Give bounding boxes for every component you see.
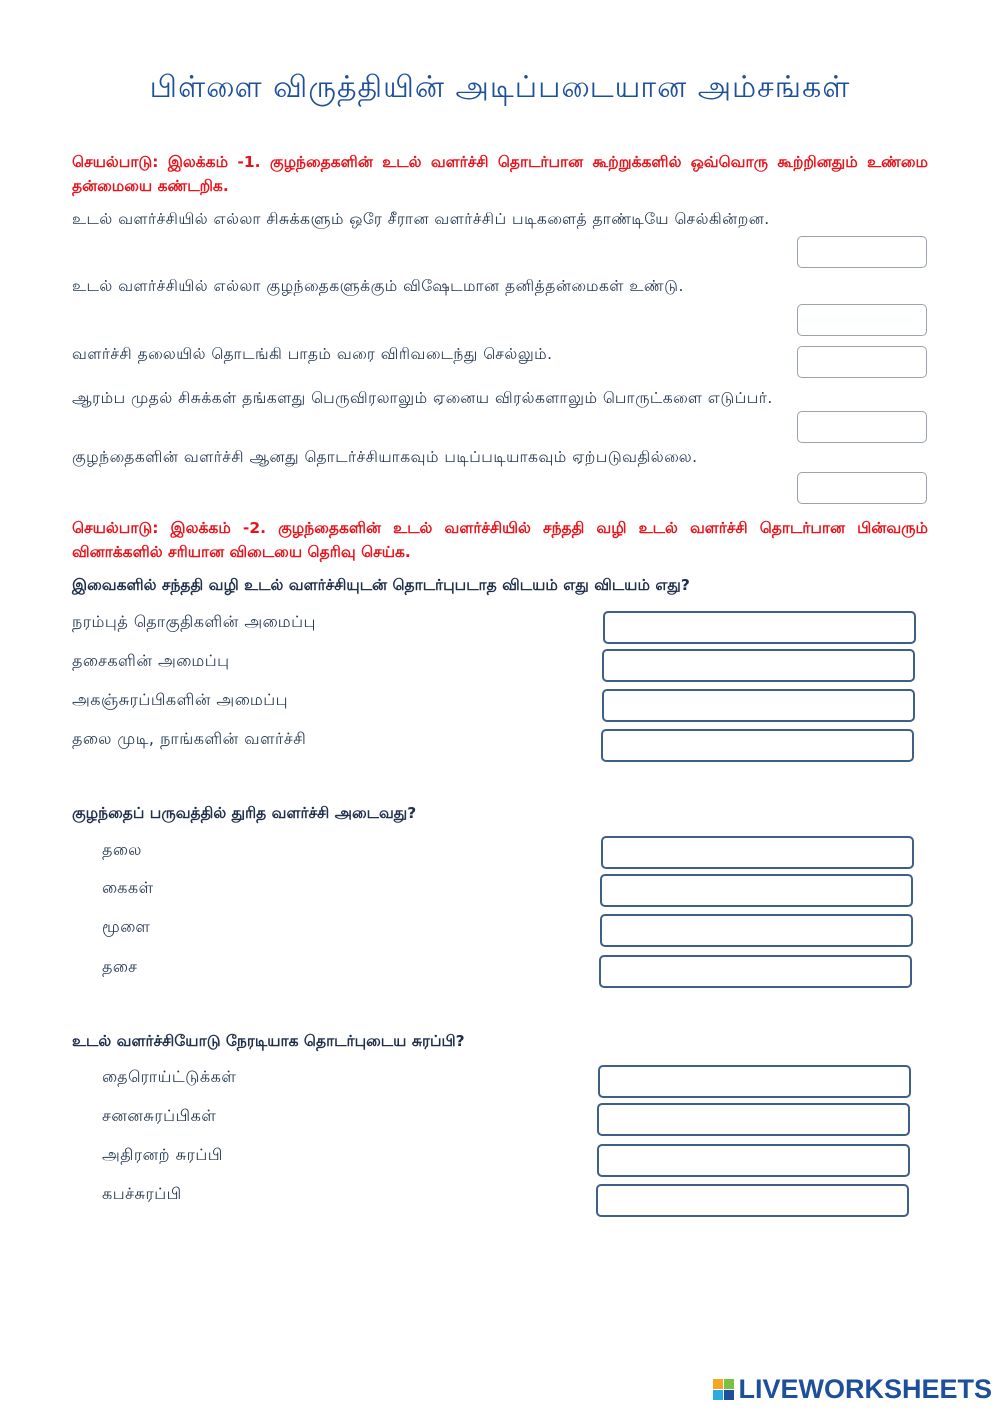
answer-box-4[interactable] [797, 411, 927, 443]
q1-option-1-box[interactable] [603, 611, 916, 644]
q2-option-1-box[interactable] [601, 836, 914, 869]
answer-box-5[interactable] [797, 472, 927, 504]
q1-option-3: அகஞ்சுரப்பிகளின் அமைப்பு [72, 690, 289, 709]
q3-option-2-box[interactable] [597, 1103, 910, 1136]
q2-option-2: கைகள் [102, 878, 154, 897]
statement-2: உடல் வளர்ச்சியில் எல்லா குழந்தைகளுக்கும் விஷேடமான தனித்தன்மைகள் உண்டு. [72, 277, 684, 295]
q1-option-1: நரம்புத் தொகுதிகளின் அமைப்பு [72, 612, 316, 631]
q3-option-1: தைரொய்ட்டுக்கள் [102, 1067, 237, 1086]
q1-option-4-box[interactable] [601, 729, 914, 762]
q2-option-1: தலை [102, 840, 142, 859]
q3-option-3: அதிரனற் சுரப்பி [102, 1145, 223, 1164]
logo-tile-2 [724, 1379, 734, 1389]
q3-option-1-box[interactable] [598, 1065, 911, 1098]
q3-option-2: சனனசுரப்பிகள் [102, 1106, 217, 1125]
answer-box-2[interactable] [797, 304, 927, 336]
statement-4: ஆரம்ப முதல் சிசுக்கள் தங்களது பெருவிரலாலும் ஏனைய விரல்களாலும் பொருட்களை எடுப்பர். [72, 389, 773, 407]
answer-box-1[interactable] [797, 236, 927, 268]
q2-option-4-box[interactable] [599, 955, 912, 988]
activity-1-heading: செயல்பாடு: இலக்கம் -1. குழந்தைகளின் உடல் வளர்ச்சி தொடர்பான கூற்றுக்களில் ஒவ்வொரு கூற்றினதும் உண்மை தன்மையை கண்டறிக. [72, 153, 928, 195]
logo-tile-3 [713, 1390, 723, 1400]
q2-option-3-box[interactable] [600, 914, 913, 947]
q1-option-4: தலை முடி, நாங்களின் வளர்ச்சி [72, 729, 307, 748]
question-1: இவைகளில் சந்ததி வழி உடல் வளர்ச்சியுடன் தொடர்புபடாத விடயம் எது விடயம் எது? [72, 576, 690, 594]
q1-option-3-box[interactable] [602, 689, 915, 722]
logo-tile-4 [724, 1390, 734, 1400]
activity-2-heading: செயல்பாடு: இலக்கம் -2. குழந்தைகளின் உடல் வளர்ச்சியில் சந்ததி வழி உடல் வளர்ச்சி தொடர்பான பின்வரும் வினாக்களில் சரியான விடையை தெரிவு செய்க. [72, 519, 928, 561]
page-title: பிள்ளை விருத்தியின் அடிப்படையான அம்சங்கள் [149, 70, 851, 105]
brand-name: LIVEWORKSHEETS [738, 1374, 992, 1404]
q2-option-3: மூளை [102, 917, 151, 936]
logo-tile-1 [713, 1379, 723, 1389]
q3-option-3-box[interactable] [597, 1144, 910, 1177]
q2-option-4: தசை [102, 957, 138, 976]
answer-box-3[interactable] [797, 346, 927, 378]
statement-1: உடல் வளர்ச்சியில் எல்லா சிசுக்களும் ஒரே சீரான வளர்ச்சிப் படிகளைத் தாண்டியே செல்கின்றன. [72, 210, 770, 228]
q2-option-2-box[interactable] [600, 874, 913, 907]
q3-option-4: கபச்சுரப்பி [102, 1184, 182, 1203]
question-3: உடல் வளர்ச்சியோடு நேரடியாக தொடர்புடைய சுரப்பி? [72, 1032, 465, 1050]
footer-brand [713, 1374, 992, 1405]
q1-option-2: தசைகளின் அமைப்பு [72, 651, 230, 670]
liveworksheets-logo-icon [713, 1379, 734, 1400]
statement-5: குழந்தைகளின் வளர்ச்சி ஆனது தொடர்ச்சியாகவும் படிப்படியாகவும் ஏற்படுவதில்லை. [72, 448, 698, 466]
statement-3: வளர்ச்சி தலையில் தொடங்கி பாதம் வரை விரிவடைந்து செல்லும். [72, 345, 553, 363]
question-2: குழந்தைப் பருவத்தில் துரித வளர்ச்சி அடைவது? [72, 804, 417, 822]
q1-option-2-box[interactable] [602, 649, 915, 682]
q3-option-4-box[interactable] [596, 1184, 909, 1217]
